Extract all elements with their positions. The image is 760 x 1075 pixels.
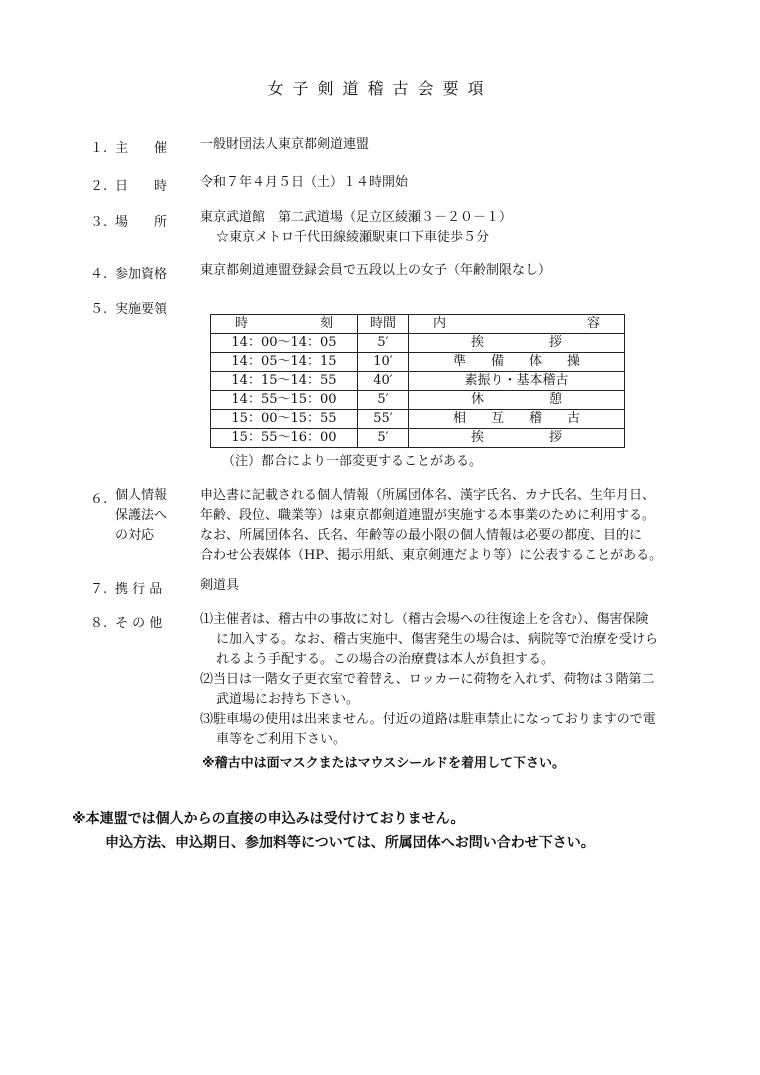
duration-cell: 5′ [358, 429, 409, 448]
content-cell: 素振り・基本稽古 [409, 372, 625, 391]
content-cell [409, 353, 625, 372]
label-eligibility: 参加資格 [115, 267, 168, 282]
item-number-eligibility: ４. [90, 267, 108, 282]
content-char: 体 [528, 354, 542, 369]
privacy-line: 申込書に記載される個人情報（所属団体名、漢字氏名、カナ氏名、生年月日、 [200, 488, 656, 503]
time-slot-cell: 14：05～14：15 [211, 353, 358, 372]
table-row [211, 429, 625, 448]
value-datetime: 令和７年４月５日（土）１４時開始 [200, 175, 409, 190]
other-line: ⑶駐車場の使用は出来ません。付近の道路は駐車禁止になっておりますので電 [200, 712, 656, 727]
time-slot-cell: 14：00～14：05 [211, 334, 358, 353]
privacy-line: 合わせ公表媒体（HP、掲示用紙、東京剣連だより等）に公表することがある。 [200, 548, 663, 563]
table-row [211, 391, 625, 410]
item-number-belongings: ７. [90, 582, 108, 597]
content-char: 挨 [471, 335, 485, 350]
label-belongings: 携 行 品 [115, 582, 163, 597]
time-slot-cell: 14：15～14：55 [211, 372, 358, 391]
value-organizer: 一般財団法人東京都剣道連盟 [200, 137, 370, 152]
header-content [409, 315, 625, 334]
privacy-line: なお、所属団体名、氏名、年齢等の最小限の個人情報は必要の都度、目的に [200, 528, 643, 543]
duration-cell: 5′ [358, 334, 409, 353]
other-line: れるよう手配する。この場合の治療費は本人が負担する。 [216, 652, 555, 667]
label-datetime: 日 時 [115, 179, 168, 194]
value-eligibility: 東京都剣道連盟登録会員で五段以上の女子（年齢制限なし） [200, 263, 552, 278]
content-cell [409, 391, 625, 410]
header-char: 時 [235, 316, 249, 331]
content-char: 稽 [528, 411, 542, 426]
value-belongings: 剣道具 [200, 578, 240, 593]
other-line: ⑴主催者は、稽古中の事故に対し（稽古会場への往復途上を含む）、傷害保険 [200, 612, 649, 627]
other-line: ⑵当日は一階女子更衣室で着替え、ロッカーに荷物を入れず、荷物は３階第二 [200, 672, 655, 687]
venue-access: ☆東京メトロ千代田線綾瀬駅東口下車徒歩５分 [216, 230, 490, 245]
item-number-datetime: ２. [90, 179, 108, 194]
schedule-note: （注）都合により一部変更することがある。 [222, 454, 483, 469]
duration-cell: 55′ [358, 410, 409, 429]
content-char: 休 [471, 392, 485, 407]
content-cell [409, 429, 625, 448]
duration-cell: 5′ [358, 391, 409, 410]
header-duration: 時間 [358, 315, 409, 334]
item-number-other: ８. [90, 616, 108, 631]
privacy-line: 年齢、段位、職業等）は東京都剣道連盟が実施する本事業のために利用する。 [200, 508, 656, 523]
label-privacy-line: 保護法へ [115, 508, 168, 523]
label-organizer: 主 催 [115, 141, 168, 156]
label-schedule: 実施要領 [115, 302, 168, 317]
header-char: 容 [586, 316, 600, 331]
item-number-organizer: １. [90, 141, 108, 156]
time-slot-cell: 15：55～16：00 [211, 429, 358, 448]
item-number-privacy: ６. [90, 492, 108, 507]
label-privacy-line: の対応 [115, 528, 155, 543]
label-venue: 場 所 [115, 215, 168, 230]
content-cell [409, 334, 625, 353]
value-other [200, 610, 700, 750]
footer-notice-1: ※本連盟では個人からの直接の申込みは受付けておりません。 [72, 811, 465, 827]
value-venue [200, 208, 700, 248]
item-number-schedule: ５. [90, 302, 108, 317]
mask-notice: ※稽古中は面マスクまたはマウスシールドを着用して下さい。 [202, 756, 565, 771]
label-privacy-line: 個人情報 [115, 488, 168, 503]
content-cell [409, 410, 625, 429]
label-privacy [115, 486, 195, 546]
content-char: 古 [566, 411, 580, 426]
content-char: 憩 [548, 392, 562, 407]
content-char: 拶 [548, 335, 562, 350]
time-slot-cell: 14：55～15：00 [211, 391, 358, 410]
content-char: 準 [453, 354, 467, 369]
table-row [211, 410, 625, 429]
time-slot-cell: 15：00～15：55 [211, 410, 358, 429]
header-char: 刻 [319, 316, 333, 331]
document-title: 女子剣道稽古会要項 [267, 79, 493, 98]
footer-notice-2: 申込方法、申込期日、参加料等については、所属団体へお問い合わせ下さい。 [105, 835, 595, 851]
content-char: 挨 [471, 430, 485, 445]
header-char: 内 [433, 316, 447, 331]
table-row [211, 372, 625, 391]
content-char: 操 [566, 354, 580, 369]
duration-cell: 40′ [358, 372, 409, 391]
content-char: 備 [490, 354, 504, 369]
content-char: 相 [453, 411, 467, 426]
duration-cell: 10′ [358, 353, 409, 372]
schedule-table [210, 314, 625, 448]
venue-name: 東京武道館 第二武道場（足立区綾瀬３－２０－１） [200, 210, 513, 225]
label-other: そ の 他 [115, 616, 163, 631]
item-number-venue: ３. [90, 215, 108, 230]
content-char: 拶 [548, 430, 562, 445]
value-privacy [200, 486, 700, 566]
other-line: に加入する。なお、稽古実施中、傷害発生の場合は、病院等で治療を受けら [216, 632, 659, 647]
other-line: 武道場にお持ち下さい。 [216, 692, 360, 707]
table-row [211, 353, 625, 372]
other-line: 車等をご利用下さい。 [216, 732, 347, 747]
content-char: 互 [490, 411, 504, 426]
table-header-row [211, 315, 625, 334]
table-row [211, 334, 625, 353]
header-time-slot [211, 315, 358, 334]
